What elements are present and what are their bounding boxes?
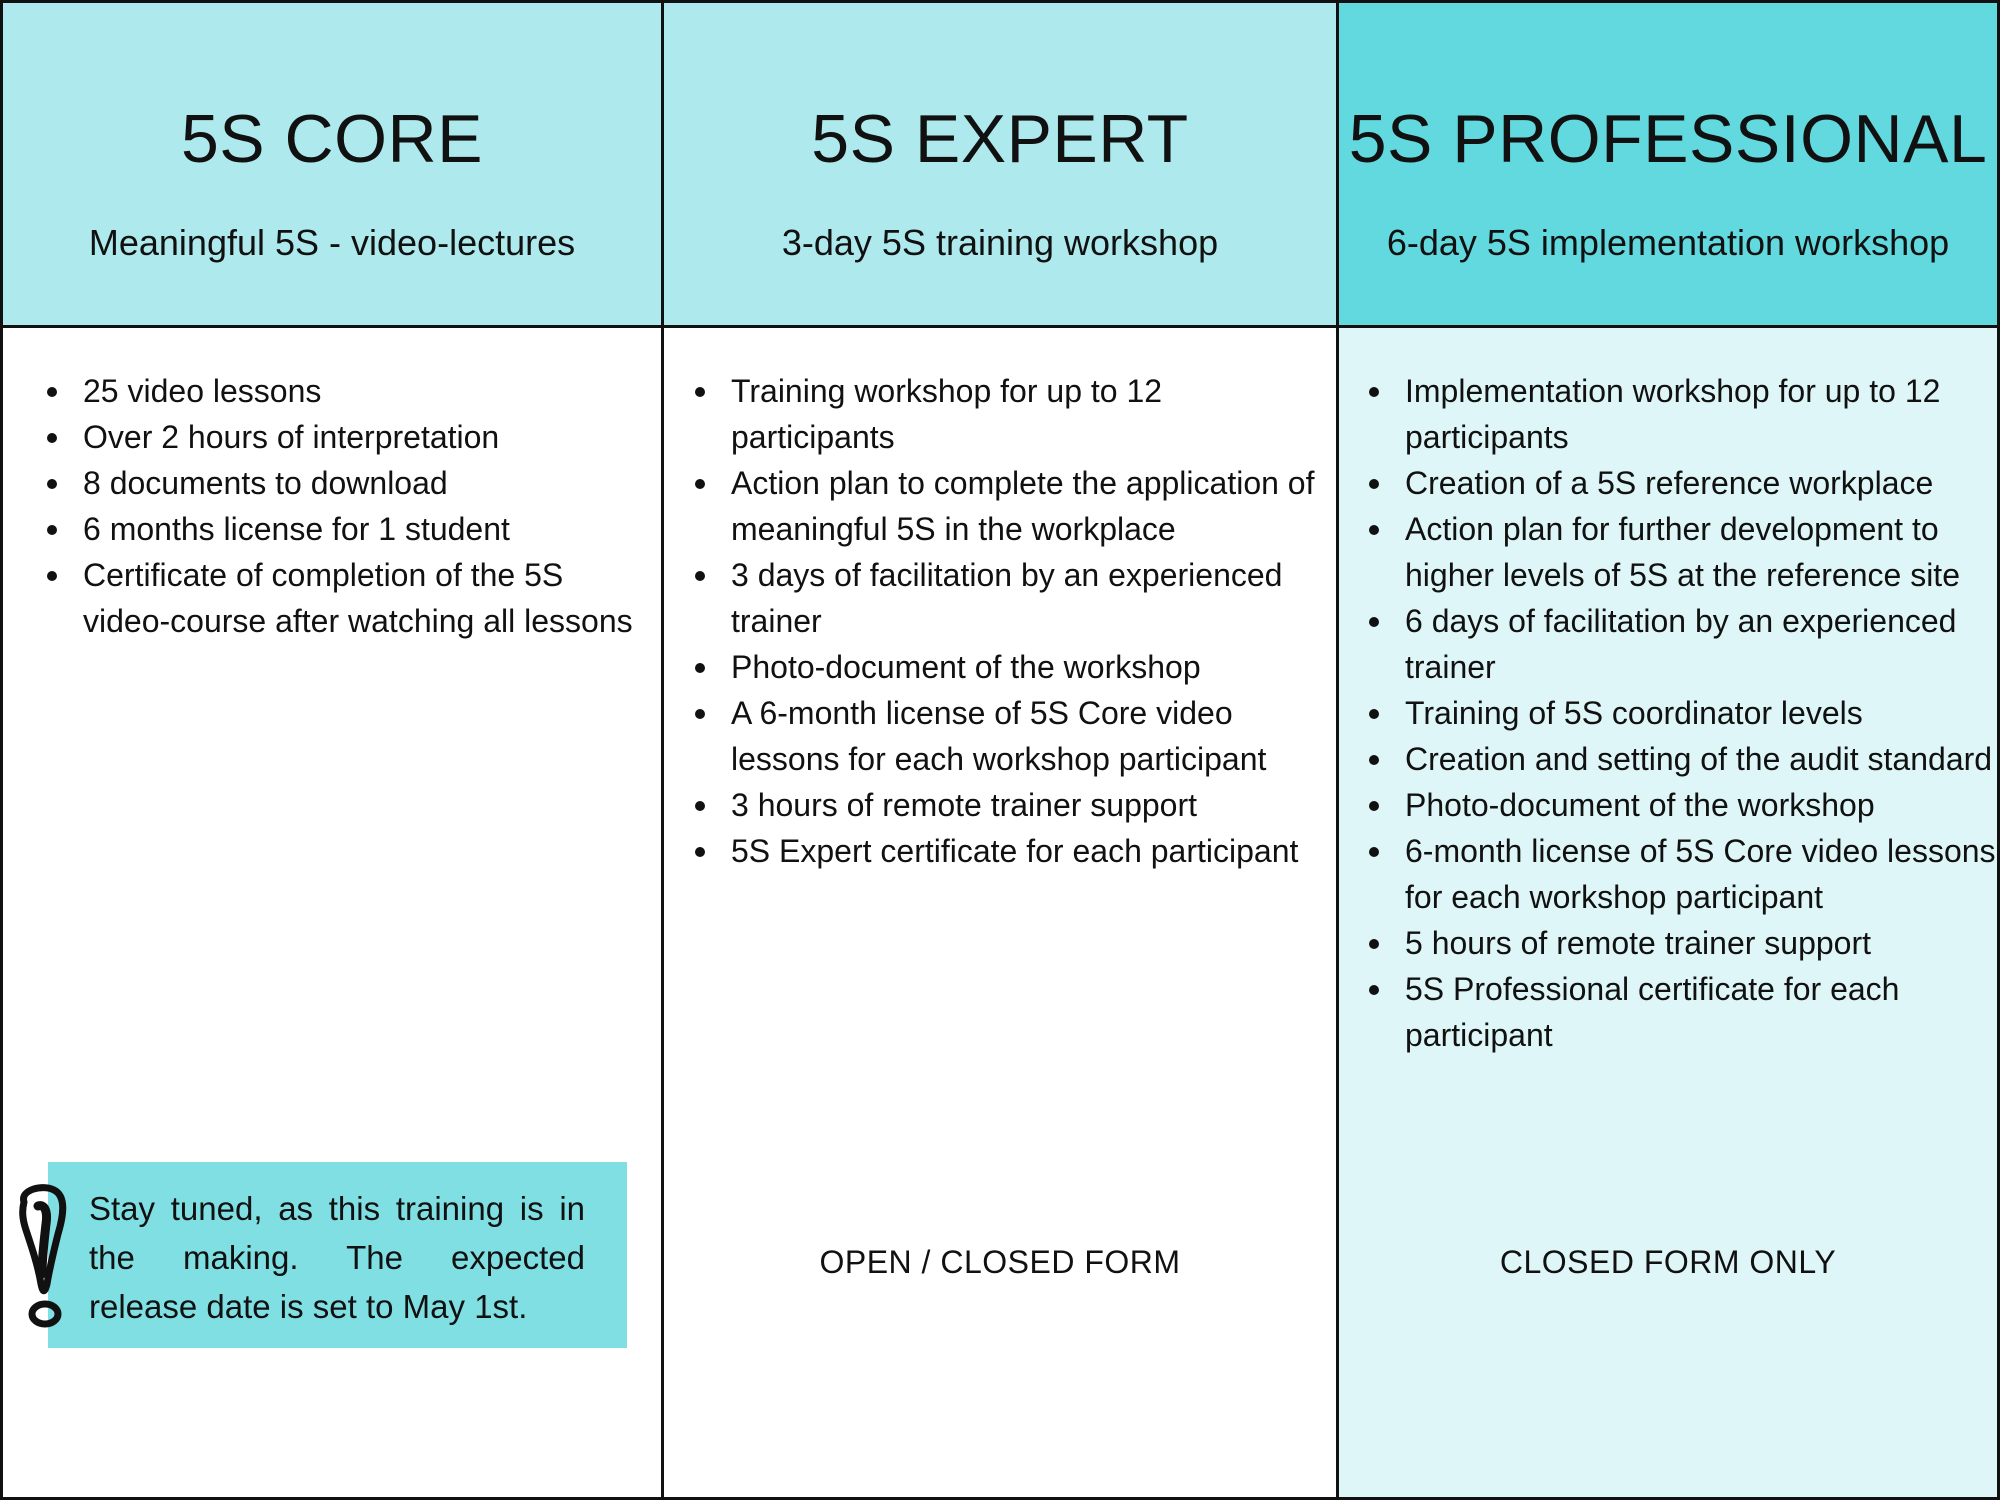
plan-header-expert (661, 0, 1336, 328)
bullet-icon (1369, 755, 1379, 765)
feature-item (43, 368, 653, 414)
feature-text: 6-month license of 5S Core video lessons for each workshop participant (1405, 833, 1996, 915)
feature-text: Training of 5S coordinator levels (1405, 695, 1863, 731)
feature-item (691, 690, 1331, 782)
feature-item (43, 414, 653, 460)
bullet-icon (47, 571, 57, 581)
bullet-icon (1369, 939, 1379, 949)
feature-item (1365, 506, 2000, 598)
bullet-icon (695, 663, 705, 673)
bullet-icon (695, 387, 705, 397)
feature-list (691, 368, 1331, 874)
bullet-icon (1369, 525, 1379, 535)
feature-list (1365, 368, 2000, 1058)
plan-title: 5S CORE (180, 101, 484, 177)
bullet-icon (695, 801, 705, 811)
bullet-icon (1369, 985, 1379, 995)
feature-item (1365, 920, 2000, 966)
bullet-icon (1369, 801, 1379, 811)
plan-title: 5S PROFESSIONAL (1348, 101, 1988, 177)
feature-item (1365, 598, 2000, 690)
feature-text: 25 video lessons (83, 373, 322, 409)
plan-header-core (0, 0, 661, 328)
feature-text: Creation of a 5S reference workplace (1405, 465, 1934, 501)
bullet-icon (1369, 709, 1379, 719)
feature-item (691, 368, 1331, 460)
plan-subtitle: 6-day 5S implementation workshop (1386, 222, 1950, 263)
plan-body-expert (661, 328, 1336, 1500)
feature-item (1365, 828, 2000, 920)
feature-text: 8 documents to download (83, 465, 448, 501)
plan-body-professional (1336, 328, 2000, 1500)
feature-text: Certificate of completion of the 5S video-course after watching all lessons (83, 557, 633, 639)
bullet-icon (695, 847, 705, 857)
feature-text: Photo-document of the workshop (731, 649, 1201, 685)
feature-text: 5S Expert certificate for each participant (731, 833, 1299, 869)
bullet-icon (47, 433, 57, 443)
feature-text: Training workshop for up to 12 participants (731, 373, 1163, 455)
bullet-icon (695, 571, 705, 581)
feature-item (1365, 736, 2000, 782)
form-availability: CLOSED FORM ONLY (1499, 1244, 1837, 1280)
feature-text: 6 months license for 1 student (83, 511, 510, 547)
feature-text: Creation and setting of the audit standard (1405, 741, 1993, 777)
feature-text: 5 hours of remote trainer support (1405, 925, 1872, 961)
feature-list (43, 368, 653, 644)
bullet-icon (47, 525, 57, 535)
feature-text: A 6-month license of 5S Core video lessons for each workshop participant (731, 695, 1267, 777)
feature-text: Over 2 hours of interpretation (83, 419, 500, 455)
bullet-icon (1369, 617, 1379, 627)
feature-text: 3 days of facilitation by an experienced trainer (731, 557, 1283, 639)
plan-column-core (0, 0, 661, 1500)
bullet-icon (47, 479, 57, 489)
plan-column-expert (661, 0, 1336, 1500)
bullet-icon (47, 387, 57, 397)
feature-item (43, 460, 653, 506)
feature-text: 5S Professional certificate for each participant (1405, 971, 1900, 1053)
bullet-icon (695, 479, 705, 489)
bullet-icon (695, 709, 705, 719)
feature-item (1365, 690, 2000, 736)
feature-text: 6 days of facilitation by an experienced trainer (1405, 603, 1957, 685)
feature-item (1365, 460, 2000, 506)
feature-text: 3 hours of remote trainer support (731, 787, 1198, 823)
feature-item (43, 552, 653, 644)
bullet-icon (1369, 847, 1379, 857)
feature-item (691, 782, 1331, 828)
feature-item (1365, 782, 2000, 828)
feature-item (43, 506, 653, 552)
feature-item (691, 644, 1331, 690)
plan-column-professional (1336, 0, 2000, 1500)
notice-text: Stay tuned, as this training is in the making. The expected release date is set to May 1st. (89, 1190, 585, 1325)
form-availability: OPEN / CLOSED FORM (819, 1244, 1181, 1280)
plan-body-core (0, 328, 661, 1500)
plan-subtitle: Meaningful 5S - video-lectures (88, 222, 576, 263)
plan-subtitle: 3-day 5S training workshop (781, 222, 1219, 263)
bullet-icon (1369, 387, 1379, 397)
plan-title: 5S EXPERT (811, 101, 1189, 177)
plan-header-professional (1336, 0, 2000, 328)
feature-text: Action plan to complete the application of meaningful 5S in the workplace (731, 465, 1315, 547)
feature-item (691, 460, 1331, 552)
feature-item (1365, 368, 2000, 460)
coming-soon-notice (48, 1162, 627, 1348)
bullet-icon (1369, 479, 1379, 489)
feature-text: Action plan for further development to higher levels of 5S at the reference site (1405, 511, 1960, 593)
feature-text: Photo-document of the workshop (1405, 787, 1875, 823)
feature-item (691, 828, 1331, 874)
feature-text: Implementation workshop for up to 12 participants (1405, 373, 1941, 455)
feature-item (691, 552, 1331, 644)
exclamation-icon (14, 1184, 70, 1334)
feature-item (1365, 966, 2000, 1058)
